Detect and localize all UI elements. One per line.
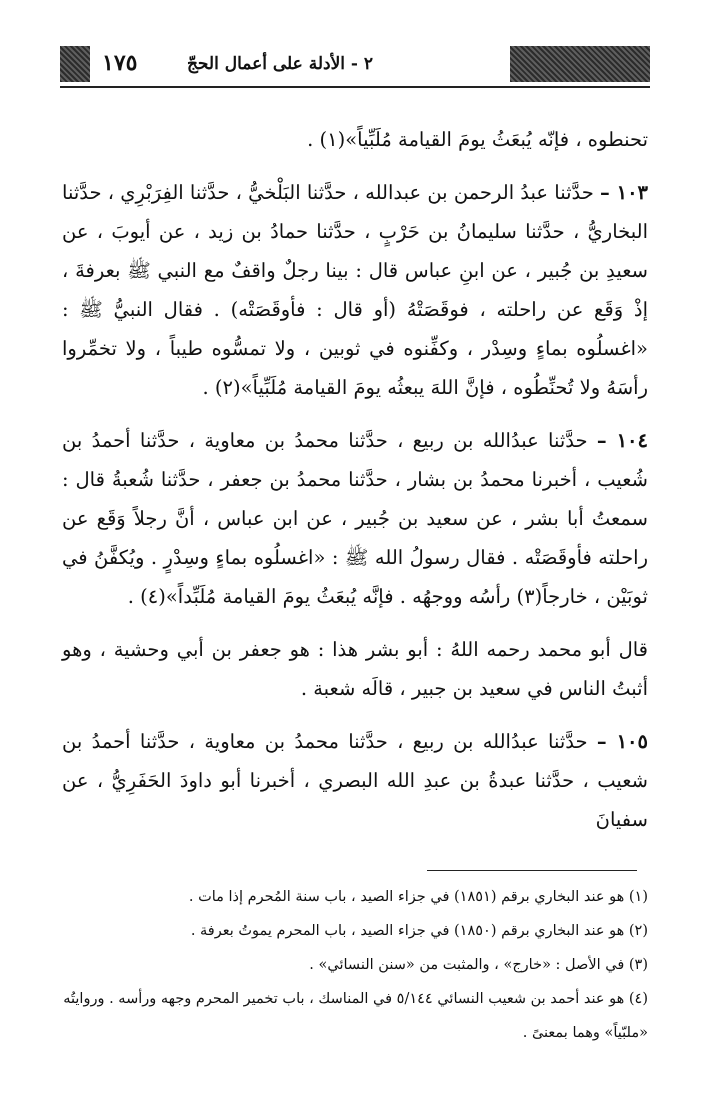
hadith-number: ١٠٤ – (596, 429, 648, 452)
hadith-text: حدَّثنا عبدُالله بن ربيع ، حدَّثنا محمدُ بن معاوية ، حدَّثنا أحمدُ بن شعيب ، حدَّثنا عبدةُ بن عبدِ الله البصري ، أخبرنا أبو داودَ الحَفَرِيُّ ، عن سفيانَ (62, 730, 648, 831)
author-note: قال أبو محمد رحمه اللهُ : أبو بشر هذا : هو جعفر بن أبي وحشية ، وهو أثبتُ الناس في سعيد بن جبير ، قالَه شعبة . (62, 638, 648, 700)
footnote-3: (٣) في الأصل : «خارج» ، والمثبت من «سنن النسائي» . (309, 957, 648, 973)
hadith-103 (62, 173, 648, 407)
footnote-separator (427, 870, 637, 871)
footnotes (62, 880, 648, 1050)
header-ornament-right (510, 46, 650, 82)
footnote-2: (٢) هو عند البخاري برقم (١٨٥٠) في جزاء الصيد ، باب المحرم يموتُ بعرفة . (190, 923, 648, 939)
hadith-number: ١٠٥ – (596, 730, 648, 753)
main-text (62, 120, 648, 839)
page-header (60, 42, 650, 90)
hadith-105 (62, 722, 648, 839)
hadith-text: حدَّثنا عبدُالله بن ربيع ، حدَّثنا محمدُ بن معاوية ، حدَّثنا أحمدُ بن شُعيب ، أخبرنا محمدُ بن بشار ، حدَّثنا محمدُ بن جعفر ، حدَّثنا شُعبةُ قال : سمعتُ أبا بشر ، عن سعيد بن جُبير ، عن ابن عباس ، أنَّ رجلاً وَقَع عن راحلته فأوقَصَتْه . فقال رسولُ الله ﷺ : «اغسلُوه بماءٍ وسِدْرٍ . ويُكفَّنُ في ثوبَيْن ، خارجاً(٣) رأسُه ووجهُه . فإنَّه يُبعَثُ يومَ القيامة مُلَبِّداً»(٤) . (62, 429, 648, 608)
hadith-number: ١٠٣ – (600, 181, 649, 204)
hadith-text: حدَّثنا عبدُ الرحمن بن عبدالله ، حدَّثنا البَلْخيُّ ، حدَّثنا الفِرَبْرِي ، حدَّثنا البخاريُّ ، حدَّثنا سليمانُ بن حَرْبٍ ، حدَّثنا حمادُ بن زيد ، عن أيوبَ ، عن سعيدِ بن جُبير ، عن ابنِ عباس قال : بينا رجلٌ واقفٌ مع النبي ﷺ بعرفةَ ، إذْ وَقَع عن راحلته ، فوقَصَتْهُ (أو قال : فأوقَصَتْه) . فقال النبيُّ ﷺ : «اغسلُوه بماءٍ وسِدْر ، وكفِّنوه في ثوبين ، ولا تمسُّوه طيباً ، ولا تخمِّروا رأسَهُ ولا تُحنِّطُوه ، فإنَّ اللهَ يبعثُه يومَ القيامة مُلَبِّياً»(٢) . (62, 181, 648, 399)
paragraph-continuation: تحنطوه ، فإنّه يُبعَثُ يومَ القيامة مُلَبِّياً»(١) . (307, 128, 648, 151)
header-rule (60, 86, 650, 88)
footnote-1: (١) هو عند البخاري برقم (١٨٥١) في جزاء الصيد ، باب سنة المُحرم إذا مات . (188, 889, 648, 905)
running-title: ٢ - الأدلة على أعمال الحجّ (186, 54, 374, 74)
footnote-4: (٤) هو عند أحمد بن شعيب النسائي ٥/١٤٤ في المناسك ، باب تخمير المحرم وجهه ورأسه . وروايتُه «ملبّياً» وهما بمعنىً . (63, 991, 648, 1041)
page-number: ١٧٥ (102, 50, 138, 76)
hadith-104 (62, 421, 648, 616)
